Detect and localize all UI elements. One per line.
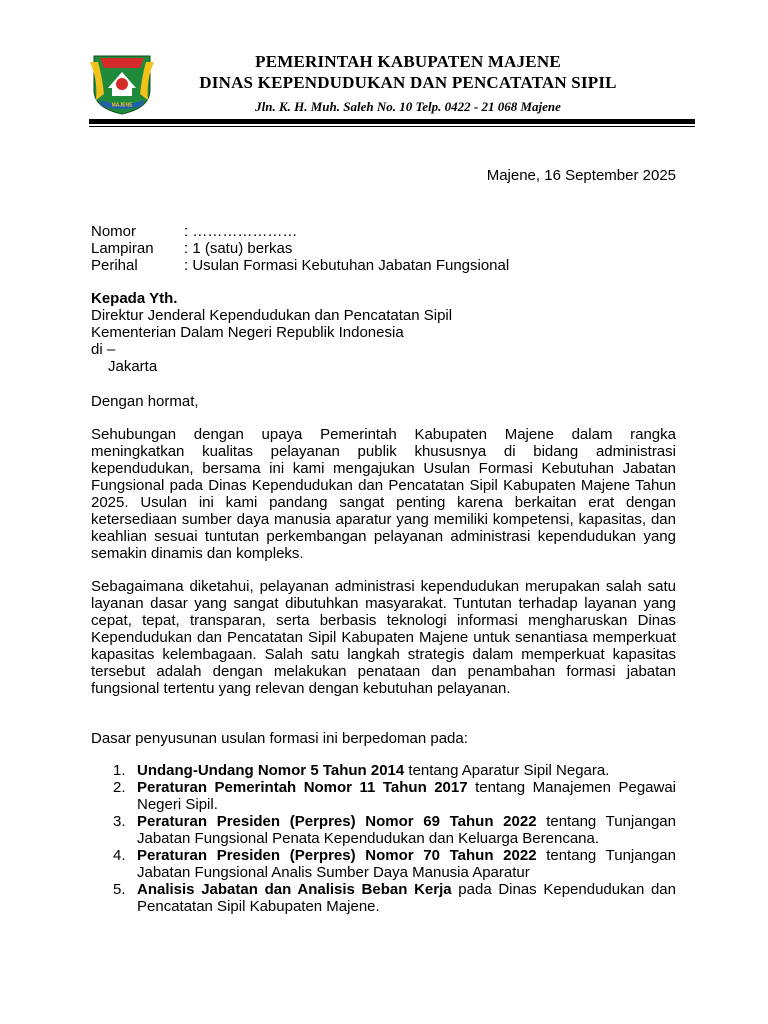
list-item	[91, 847, 676, 881]
legal-basis-list	[91, 762, 676, 915]
list-item-title: Peraturan Presiden (Perpres) Nomor 70 Tahun 2022	[137, 847, 537, 864]
meta-row-attachment	[91, 240, 509, 257]
meta-row-number	[91, 223, 509, 240]
letterhead-agency: DINAS KEPENDUDUKAN DAN PENCATATAN SIPIL	[199, 73, 617, 92]
regency-emblem-icon	[88, 50, 156, 116]
recipient-block	[91, 290, 676, 375]
letter-date: Majene, 16 September 2025	[486, 167, 676, 184]
meta-value: : …………………	[184, 223, 298, 240]
body-paragraph: Dasar penyusunan usulan formasi ini berpedoman pada:	[91, 730, 468, 747]
letterhead-address: Jln. K. H. Muh. Saleh No. 10 Telp. 0422 - 21 068 Majene	[255, 99, 561, 114]
list-item-text: pada Dinas Kependudukan dan Pencatatan Sipil Kabupaten Majene.	[137, 881, 676, 915]
list-number: 3.	[113, 813, 126, 830]
letter-meta	[91, 223, 509, 274]
meta-label: Nomor	[91, 223, 137, 240]
meta-value: : 1 (satu) berkas	[184, 240, 293, 257]
meta-label: Perihal	[91, 257, 138, 274]
list-item	[91, 762, 676, 779]
letterhead-government: PEMERINTAH KABUPATEN MAJENE	[255, 52, 561, 71]
list-item	[91, 813, 676, 847]
recipient-line: Direktur Jenderal Kependudukan dan Pencatatan Sipil	[91, 307, 453, 324]
emblem-banner-text: MAJENE	[111, 102, 133, 109]
recipient-line: Kementerian Dalam Negeri Republik Indonesia	[91, 324, 404, 341]
recipient-salutation: Kepada Yth.	[91, 290, 178, 307]
list-item-text: tentang Manajemen Pegawai Negeri Sipil.	[137, 779, 677, 813]
meta-label: Lampiran	[91, 240, 154, 257]
list-item-text: tentang Tunjangan Jabatan Fungsional Penata Kependudukan dan Keluarga Berencana.	[137, 813, 676, 847]
list-number: 2.	[113, 779, 126, 796]
letterhead-divider-thin	[89, 126, 695, 127]
list-number: 4.	[113, 847, 126, 864]
body-paragraph: Sebagaimana diketahui, pelayanan administrasi kependudukan merupakan salah satu layanan dasar yang sangat dibutuhkan masyarakat. Tuntutan terhadap layanan yang cepat, tepat, transparan, serta berbasis teknologi informasi mengharuskan Dinas Kependudukan dan Pencatatan Sipil Kabupaten Majene untuk senantiasa memperkuat kapasitas kelembagaan. Salah satu langkah strategis dalam memperkuat kapasitas tersebut adalah dengan melakukan penataan dan penambahan formasi jabatan fungsional tertentu yang relevan dengan kebutuhan pelayanan.	[91, 578, 676, 697]
list-item-text: tentang Aparatur Sipil Negara.	[404, 762, 610, 779]
list-item-title: Undang-Undang Nomor 5 Tahun 2014	[137, 762, 405, 779]
meta-value: : Usulan Formasi Kebutuhan Jabatan Fungsional	[184, 257, 510, 274]
letterhead	[160, 52, 656, 118]
list-item	[91, 881, 676, 915]
meta-row-subject	[91, 257, 509, 274]
list-item-title: Analisis Jabatan dan Analisis Beban Kerja	[137, 881, 452, 898]
letterhead-divider-thick	[89, 119, 695, 124]
list-number: 1.	[113, 762, 126, 779]
body-paragraph: Sehubungan dengan upaya Pemerintah Kabupaten Majene dalam rangka meningkatkan kualitas pelayanan publik khususnya di bidang administrasi kependudukan, bersama ini kami mengajukan Usulan Formasi Kebutuhan Jabatan Fungsional pada Dinas Kependudukan dan Pencatatan Sipil Kabupaten Majene Tahun 2025. Usulan ini kami pandang sangat penting karena berkaitan erat dengan ketersediaan sumber daya manusia aparatur yang memiliki kompetensi, kapasitas, dan keahlian sesuai tuntutan perkembangan pelayanan administrasi kependudukan yang semakin dinamis dan kompleks.	[91, 426, 676, 562]
list-number: 5.	[113, 881, 126, 898]
list-item-text: tentang Tunjangan Jabatan Fungsional Analis Sumber Daya Manusia Aparatur	[137, 847, 676, 881]
list-item	[91, 779, 676, 813]
list-item-title: Peraturan Pemerintah Nomor 11 Tahun 2017	[137, 779, 468, 796]
recipient-line: di –	[91, 341, 116, 358]
list-item-title: Peraturan Presiden (Perpres) Nomor 69 Tahun 2022	[137, 813, 537, 830]
greeting: Dengan hormat,	[91, 393, 199, 410]
recipient-city: Jakarta	[108, 358, 158, 375]
